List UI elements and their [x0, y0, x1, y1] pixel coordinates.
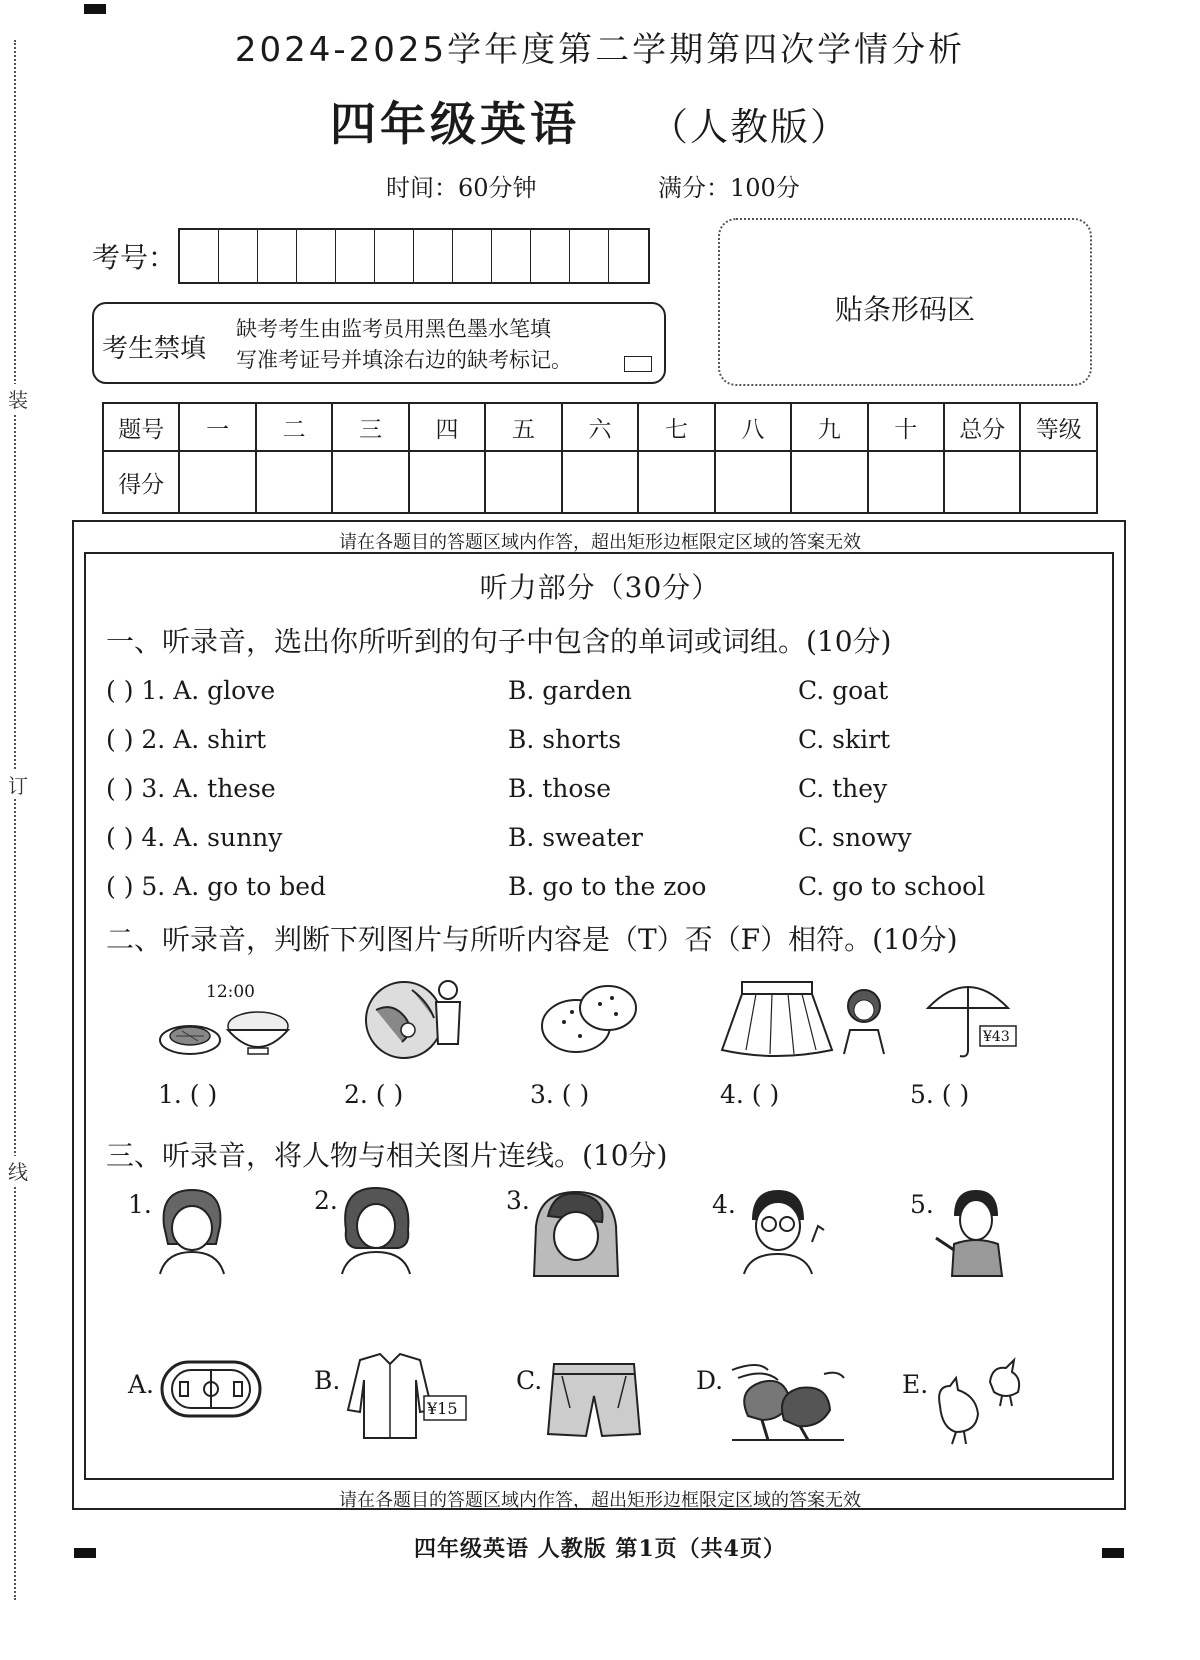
boy-hoodie-image — [530, 1186, 620, 1278]
child-side-image — [930, 1186, 1010, 1278]
table-header-cell: 二 — [256, 403, 332, 451]
absent-mark-box[interactable] — [624, 356, 652, 372]
judge-answer-1[interactable]: 1. ( ) — [158, 1080, 218, 1109]
question-2-c: C. skirt — [798, 725, 891, 754]
question-4-a: ( ) 4. A. sunny — [106, 823, 283, 852]
girl-image — [150, 1186, 230, 1276]
person-label: 2. — [314, 1186, 338, 1215]
section1-title: 一、听录音，选出你所听到的句子中包含的单词或词组。(10分) — [106, 625, 892, 658]
clock-time: 12:00 — [206, 982, 255, 1002]
table-header-cell: 三 — [332, 403, 408, 451]
table-header-cell: 一 — [179, 403, 255, 451]
score-cell[interactable] — [485, 451, 561, 513]
score-cell[interactable] — [256, 451, 332, 513]
digit-cell[interactable] — [219, 230, 258, 282]
globe-weather-image — [362, 972, 462, 1064]
question-4-b: B. sweater — [508, 823, 643, 852]
binding-char: 订 — [8, 770, 28, 799]
digit-cell[interactable] — [609, 230, 648, 282]
score-cell[interactable] — [944, 451, 1020, 513]
score-table — [102, 402, 1098, 514]
picture-label: D. — [696, 1366, 724, 1395]
subject-title: 四年级英语 — [330, 97, 580, 151]
barcode-label: 贴条形码区 — [834, 293, 975, 326]
score-row-label: 得分 — [103, 451, 179, 513]
answer-notice-bottom: 请在各题目的答题区域内作答，超出矩形边框限定区域的答案无效 — [339, 1490, 861, 1511]
judge-answer-2[interactable]: 2. ( ) — [344, 1080, 404, 1109]
food-icon — [158, 1002, 298, 1062]
table-header-cell: 十 — [868, 403, 944, 451]
score-cell[interactable] — [409, 451, 485, 513]
binding-line — [14, 40, 16, 1600]
score-cell[interactable] — [179, 451, 255, 513]
question-4-c: C. snowy — [798, 823, 912, 852]
full-score-label: 满分：100分 — [658, 174, 800, 202]
notice-line: 缺考考生由监考员用黑色墨水笔填 — [236, 317, 551, 341]
digit-cell[interactable] — [570, 230, 609, 282]
score-cell[interactable] — [868, 451, 944, 513]
question-5-a: ( ) 5. A. go to bed — [106, 872, 326, 901]
judge-answer-4[interactable]: 4. ( ) — [720, 1080, 780, 1109]
binding-char: 装 — [8, 384, 28, 413]
digit-cell[interactable] — [453, 230, 492, 282]
person-label: 4. — [712, 1190, 736, 1219]
person-label: 1. — [128, 1190, 152, 1219]
score-cell[interactable] — [1020, 451, 1097, 513]
football-field-image — [158, 1358, 264, 1420]
question-3-a: ( ) 3. A. these — [106, 774, 276, 803]
edition-label: （人教版） — [650, 105, 851, 149]
digit-cell[interactable] — [297, 230, 336, 282]
judge-answer-3[interactable]: 3. ( ) — [530, 1080, 590, 1109]
registration-mark — [84, 4, 106, 14]
question-5-b: B. go to the zoo — [508, 872, 707, 901]
digit-cell[interactable] — [414, 230, 453, 282]
table-header-cell: 五 — [485, 403, 561, 451]
table-header-cell: 九 — [791, 403, 867, 451]
question-1-b: B. garden — [508, 676, 633, 705]
listening-part-title: 听力部分（30分） — [479, 571, 721, 604]
exam-title: 2024-2025学年度第二学期第四次学情分析 — [234, 30, 966, 70]
digit-cell[interactable] — [258, 230, 297, 282]
digit-cell[interactable] — [375, 230, 414, 282]
table-header-cell: 题号 — [103, 403, 179, 451]
answer-notice-top: 请在各题目的答题区域内作答，超出矩形边框限定区域的答案无效 — [339, 532, 861, 553]
chickens-image — [926, 1356, 1026, 1448]
table-header-cell: 总分 — [944, 403, 1020, 451]
shorts-image — [546, 1358, 642, 1442]
notice-line: 写准考证号并填涂右边的缺考标记。 — [236, 348, 572, 372]
picture-label: E. — [902, 1370, 929, 1399]
table-header-cell: 七 — [638, 403, 714, 451]
candidate-notice — [92, 302, 666, 384]
umbrella-image — [922, 978, 1022, 1060]
shirt-image — [340, 1350, 470, 1442]
time-label: 时间：60分钟 — [386, 174, 537, 202]
boy-glasses-image — [736, 1186, 826, 1276]
question-1-a: ( ) 1. A. glove — [106, 676, 276, 705]
picture-label: C. — [516, 1366, 543, 1395]
table-header-cell: 等级 — [1020, 403, 1097, 451]
potatoes-image — [540, 978, 640, 1058]
digit-cell[interactable] — [180, 230, 219, 282]
binding-char: 线 — [8, 1156, 28, 1185]
score-cell[interactable] — [332, 451, 408, 513]
score-cell[interactable] — [791, 451, 867, 513]
candidate-number-grid[interactable] — [178, 228, 650, 284]
digit-cell[interactable] — [531, 230, 570, 282]
shirt-price: ¥15 — [427, 1399, 458, 1418]
woman-image — [336, 1186, 416, 1276]
digit-cell[interactable] — [336, 230, 375, 282]
section3-title: 三、听录音，将人物与相关图片连线。(10分) — [106, 1139, 668, 1172]
person-label: 3. — [506, 1186, 530, 1215]
picture-label: A. — [128, 1370, 155, 1399]
picture-label: B. — [314, 1366, 341, 1395]
score-cell[interactable] — [562, 451, 638, 513]
steak-rice-image — [158, 982, 298, 1058]
notice-label: 考生禁填 — [102, 334, 207, 364]
table-header-cell: 六 — [562, 403, 638, 451]
question-3-b: B. those — [508, 774, 612, 803]
page-footer: 四年级英语 人教版 第1页（共4页） — [414, 1536, 786, 1562]
score-table-header-row — [103, 403, 1097, 451]
person-label: 5. — [910, 1190, 934, 1219]
umbrella-price: ¥43 — [983, 1029, 1010, 1045]
candidate-number-label: 考号： — [92, 241, 177, 274]
question-3-c: C. they — [798, 774, 888, 803]
barcode-area — [718, 218, 1092, 386]
question-5-c: C. go to school — [798, 872, 986, 901]
score-table-row — [103, 451, 1097, 513]
notice-text — [236, 314, 572, 376]
skirt-girl-image — [716, 978, 886, 1060]
table-header-cell: 四 — [409, 403, 485, 451]
table-header-cell: 八 — [715, 403, 791, 451]
score-cell[interactable] — [715, 451, 791, 513]
judge-answer-5[interactable]: 5. ( ) — [910, 1080, 970, 1109]
score-cell[interactable] — [638, 451, 714, 513]
windy-trees-image — [728, 1356, 848, 1444]
section2-title: 二、听录音，判断下列图片与所听内容是（T）否（F）相符。(10分) — [106, 923, 958, 956]
digit-cell[interactable] — [492, 230, 531, 282]
question-1-c: C. goat — [798, 676, 889, 705]
question-2-a: ( ) 2. A. shirt — [106, 725, 267, 754]
question-2-b: B. shorts — [508, 725, 622, 754]
